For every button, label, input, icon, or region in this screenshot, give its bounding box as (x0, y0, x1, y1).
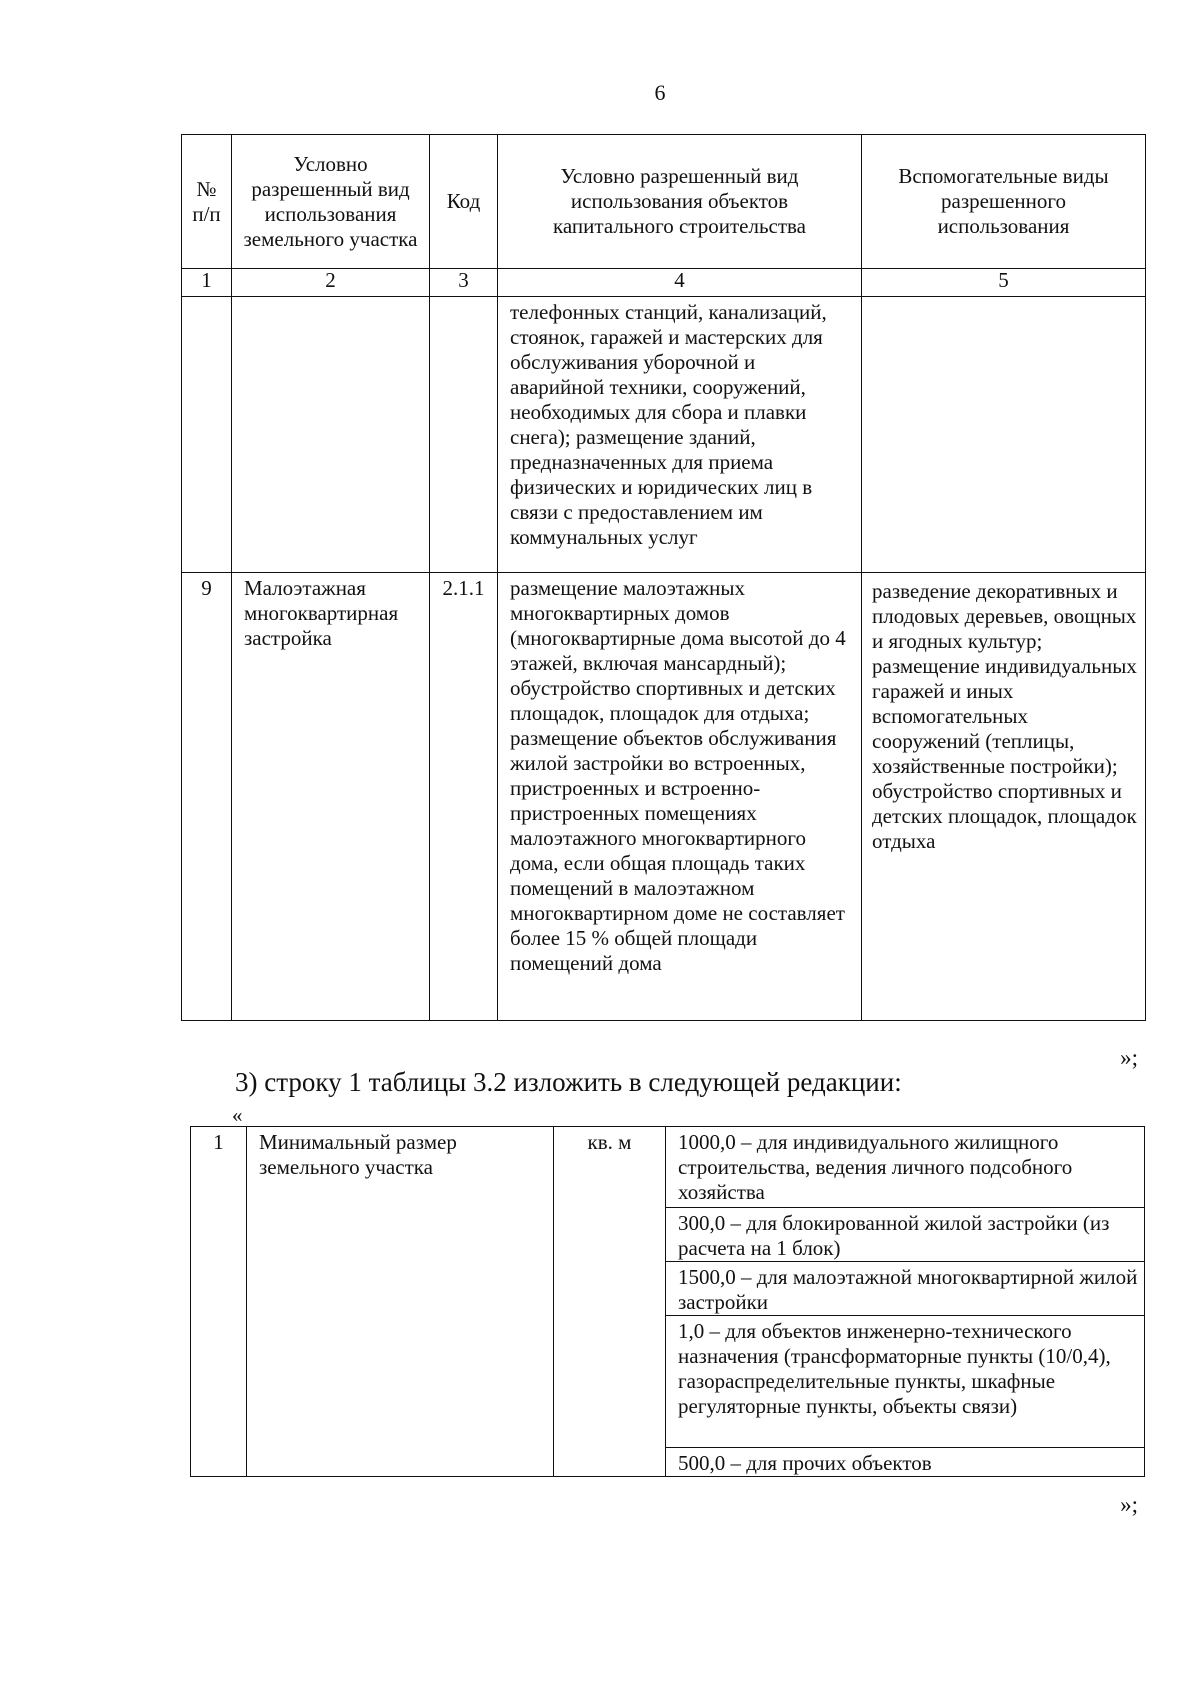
table-header-row (182, 135, 1146, 269)
cell-empty (232, 297, 430, 573)
opening-quote: « (232, 1103, 243, 1127)
cell-empty (430, 297, 498, 573)
header-number: № п/п (182, 135, 232, 269)
amendment-instruction: 3) строку 1 таблицы 3.2 изложить в следующей редакции: (235, 1067, 902, 1097)
closing-quote: »; (1120, 1045, 1138, 1070)
value-cell: 500,0 – для прочих объектов (666, 1448, 1145, 1477)
column-number: 2 (232, 269, 430, 297)
column-number: 5 (862, 269, 1146, 297)
column-number-row (182, 269, 1146, 297)
table-row-9 (182, 573, 1146, 1021)
header-code: Код (430, 135, 498, 269)
column-number: 4 (498, 269, 862, 297)
minimum-size-table (190, 1126, 1145, 1477)
value-cell: 1500,0 – для малоэтажной многоквартирной жилой застройки (666, 1262, 1145, 1316)
capital-use-description: размещение малоэтажных многоквартирных домов (многоквартирные дома высотой до 4 этажей, включая мансардный); обустройство спортивных и детских площадок, площадок для отдыха; размещение объектов обслуживания жилой застройки во встроенных, пристроенных и встроенно-пристроенных помещениях малоэтажного многоквартирного дома, если общая площадь таких помещений в малоэтажном многоквартирном доме не составляет более 15 % общей площади помещений дома (498, 573, 862, 1021)
page-number: 6 (654, 80, 666, 105)
land-use-name: Малоэтажная многоквартирная застройка (232, 573, 430, 1021)
auxiliary-uses: разведение декоративных и плодовых деревьев, овощных и ягодных культур; размещение индивидуальных гаражей и иных вспомогательных сооружений (теплицы, хозяйственные постройки); обустройство спортивных и детских площадок, площадок отдыха (862, 573, 1146, 1021)
cell-empty (862, 297, 1146, 573)
table-row (191, 1127, 1145, 1208)
row-number: 9 (182, 573, 232, 1021)
row-number: 1 (191, 1127, 247, 1477)
value-cell: 300,0 – для блокированной жилой застройки (из расчета на 1 блок) (666, 1208, 1145, 1262)
column-number: 1 (182, 269, 232, 297)
table-row-continuation (182, 297, 1146, 573)
column-number: 3 (430, 269, 498, 297)
closing-quote: »; (1120, 1492, 1138, 1517)
header-capital-use: Условно разрешенный вид использования объектов капитального строительства (498, 135, 862, 269)
value-cell: 1,0 – для объектов инженерно-технического назначения (трансформаторные пункты (10/0,4), газораспределительные пункты, шкафные регуляторные пункты, объекты связи) (666, 1316, 1145, 1448)
use-code: 2.1.1 (430, 573, 498, 1021)
cell-empty (182, 297, 232, 573)
header-auxiliary: Вспомогательные виды разрешенного использования (862, 135, 1146, 269)
land-use-table (181, 134, 1146, 1021)
header-land-use: Условно разрешенный вид использования земельного участка (232, 135, 430, 269)
unit: кв. м (554, 1127, 666, 1477)
parameter-name: Минимальный размер земельного участка (247, 1127, 554, 1477)
continuation-capital-use: телефонных станций, канализаций, стоянок, гаражей и мастерских для обслуживания уборочной и аварийной техники, сооружений, необходимых для сбора и плавки снега); размещение зданий, предназначенных для приема физических и юридических лиц в связи с предоставлением им коммунальных услуг (498, 297, 862, 573)
value-cell: 1000,0 – для индивидуального жилищного строительства, ведения личного подсобного хозяйства (666, 1127, 1145, 1208)
